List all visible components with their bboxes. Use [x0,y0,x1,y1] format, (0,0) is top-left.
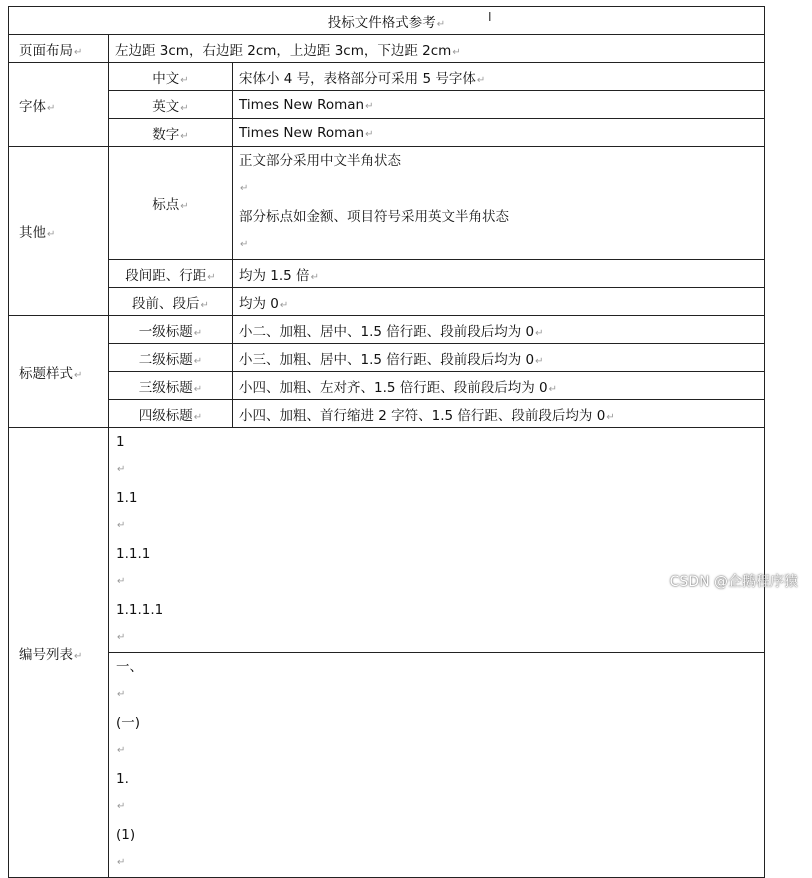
heading-value-level4 [233,400,765,428]
other-sub-punctuation [109,147,233,260]
paragraph-mark-icon: ↵ [436,18,446,30]
heading-sub-level4 [109,400,233,428]
format-reference-table [8,6,765,878]
value-text: 部分标点如金额、项目符号采用英文半角状态 [239,209,509,225]
font-sub-digits [109,119,233,147]
other-sub-before-after [109,288,233,316]
heading-sub-level3 [109,372,233,400]
layout-value-cell [109,35,765,63]
paragraph-mark-icon: ↵ [200,299,209,311]
list-item-text: (1) [116,827,136,843]
list-item-text: 1. [116,771,129,787]
paragraph-mark-icon: ↵ [117,520,126,531]
row-label-heading [9,316,109,428]
heading-label: 标题样式 [19,365,73,382]
row-label-layout [9,35,109,63]
font-sub-english [109,91,233,119]
paragraph-mark-icon: ↵ [279,299,289,311]
paragraph-mark-icon: ↵ [117,632,126,643]
paragraph-mark-icon: ↵ [548,383,558,395]
paragraph-mark-icon: ↵ [193,355,203,367]
sub-label-text: 标点 [152,197,180,213]
list-item-text: 一、 [116,659,143,675]
sub-label-text: 三级标题 [138,379,193,396]
list-item [116,540,764,596]
paragraph-mark-icon: ↵ [365,100,374,112]
row-label-font [9,63,109,147]
paragraph-mark-icon: ↵ [117,576,126,587]
list-item [116,765,764,821]
value-text: 宋体小 4 号，表格部分可采用 5 号字体 [239,70,476,87]
paragraph-mark-icon: ↵ [180,201,189,212]
paragraph-mark-icon: ↵ [310,271,319,283]
list-item [116,428,764,484]
heading-sub-level2 [109,344,233,372]
paragraph-mark-icon: ↵ [606,411,615,423]
list-item-text: 1.1.1 [116,546,151,562]
font-sub-chinese [109,63,233,91]
list-item [116,484,764,540]
row-label-numbering [9,428,109,878]
sub-label-text: 段前、段后 [132,295,200,312]
paragraph-mark-icon: ↵ [240,183,249,194]
other-value-punctuation [233,147,765,260]
paragraph-mark-icon: ↵ [193,411,203,423]
other-sub-spacing [109,260,233,288]
value-text: 均为 1.5 倍 [239,267,310,284]
layout-label: 页面布局 [19,42,73,59]
document-page [8,6,765,878]
value-text: Times New Roman [239,96,365,113]
other-value-spacing [233,260,765,288]
font-value-chinese [233,63,765,91]
value-text: 小四、加粗、首行缩进 2 字符、1.5 倍行距、段前段后均为 0 [239,407,606,424]
heading-value-level3 [233,372,765,400]
layout-value: 左边距 3cm，右边距 2cm，上边距 3cm，下边距 2cm [115,42,452,59]
sub-label-text: 四级标题 [138,407,193,424]
sub-label-text: 英文 [152,98,180,115]
list-item [116,596,764,652]
paragraph-mark-icon: ↵ [180,74,189,86]
other-value-before-after [233,288,765,316]
sub-label-text: 二级标题 [138,351,193,368]
sub-label-text: 段间距、行距 [125,267,207,284]
numbering-group-arabic [109,428,764,652]
numbering-list-cell [109,428,765,878]
list-item-text: 1.1 [116,490,138,506]
paragraph-mark-icon: ↵ [535,355,544,367]
font-label: 字体 [19,98,46,115]
font-value-digits [233,119,765,147]
paragraph-mark-icon: ↵ [117,801,126,812]
list-item [116,821,764,877]
list-item-text: 1.1.1.1 [116,602,164,618]
text-cursor-icon: I [488,10,492,24]
value-text: 小三、加粗、居中、1.5 倍行距、段前段后均为 0 [239,351,535,368]
watermark: CSDN @企鹅程序猿 [669,574,798,590]
value-text: 小四、加粗、左对齐、1.5 倍行距、段前段后均为 0 [239,379,548,396]
heading-value-level1 [233,316,765,344]
sub-label-text: 一级标题 [138,323,193,340]
font-value-english [233,91,765,119]
paragraph-mark-icon: ↵ [180,102,189,114]
numbering-label: 编号列表 [19,646,73,663]
paragraph-mark-icon: ↵ [117,464,126,475]
paragraph-mark-icon: ↵ [240,239,249,250]
table-title [9,7,765,35]
list-item [116,709,764,765]
heading-value-level2 [233,344,765,372]
sub-label-text: 中文 [152,70,180,87]
list-item-text: (一) [116,715,141,731]
paragraph-mark-icon: ↵ [207,271,216,283]
paragraph-mark-icon: ↵ [117,857,126,868]
value-line [239,147,758,203]
paragraph-mark-icon: ↵ [193,383,203,395]
paragraph-mark-icon: ↵ [476,74,486,86]
value-text: 均为 0 [239,295,279,312]
numbering-group-chinese [109,652,764,877]
value-text: 正文部分采用中文半角状态 [239,153,401,169]
paragraph-mark-icon: ↵ [74,46,83,58]
paragraph-mark-icon: ↵ [117,689,126,700]
heading-sub-level1 [109,316,233,344]
other-label: 其他 [19,225,46,241]
row-label-other [9,147,109,316]
paragraph-mark-icon: ↵ [452,46,461,58]
list-item-text: 1 [116,434,125,450]
paragraph-mark-icon: ↵ [535,327,544,339]
paragraph-mark-icon: ↵ [74,650,83,662]
paragraph-mark-icon: ↵ [193,327,203,339]
paragraph-mark-icon: ↵ [74,369,83,381]
table-title-text: 投标文件格式参考 [327,14,436,31]
paragraph-mark-icon: ↵ [365,128,374,140]
paragraph-mark-icon: ↵ [180,130,189,142]
value-text: Times New Roman [239,124,365,141]
sub-label-text: 数字 [152,126,180,143]
paragraph-mark-icon: ↵ [117,745,126,756]
value-line [239,203,758,259]
paragraph-mark-icon: ↵ [47,229,56,240]
paragraph-mark-icon: ↵ [47,102,56,114]
list-item [116,653,764,709]
value-text: 小二、加粗、居中、1.5 倍行距、段前段后均为 0 [239,323,535,340]
